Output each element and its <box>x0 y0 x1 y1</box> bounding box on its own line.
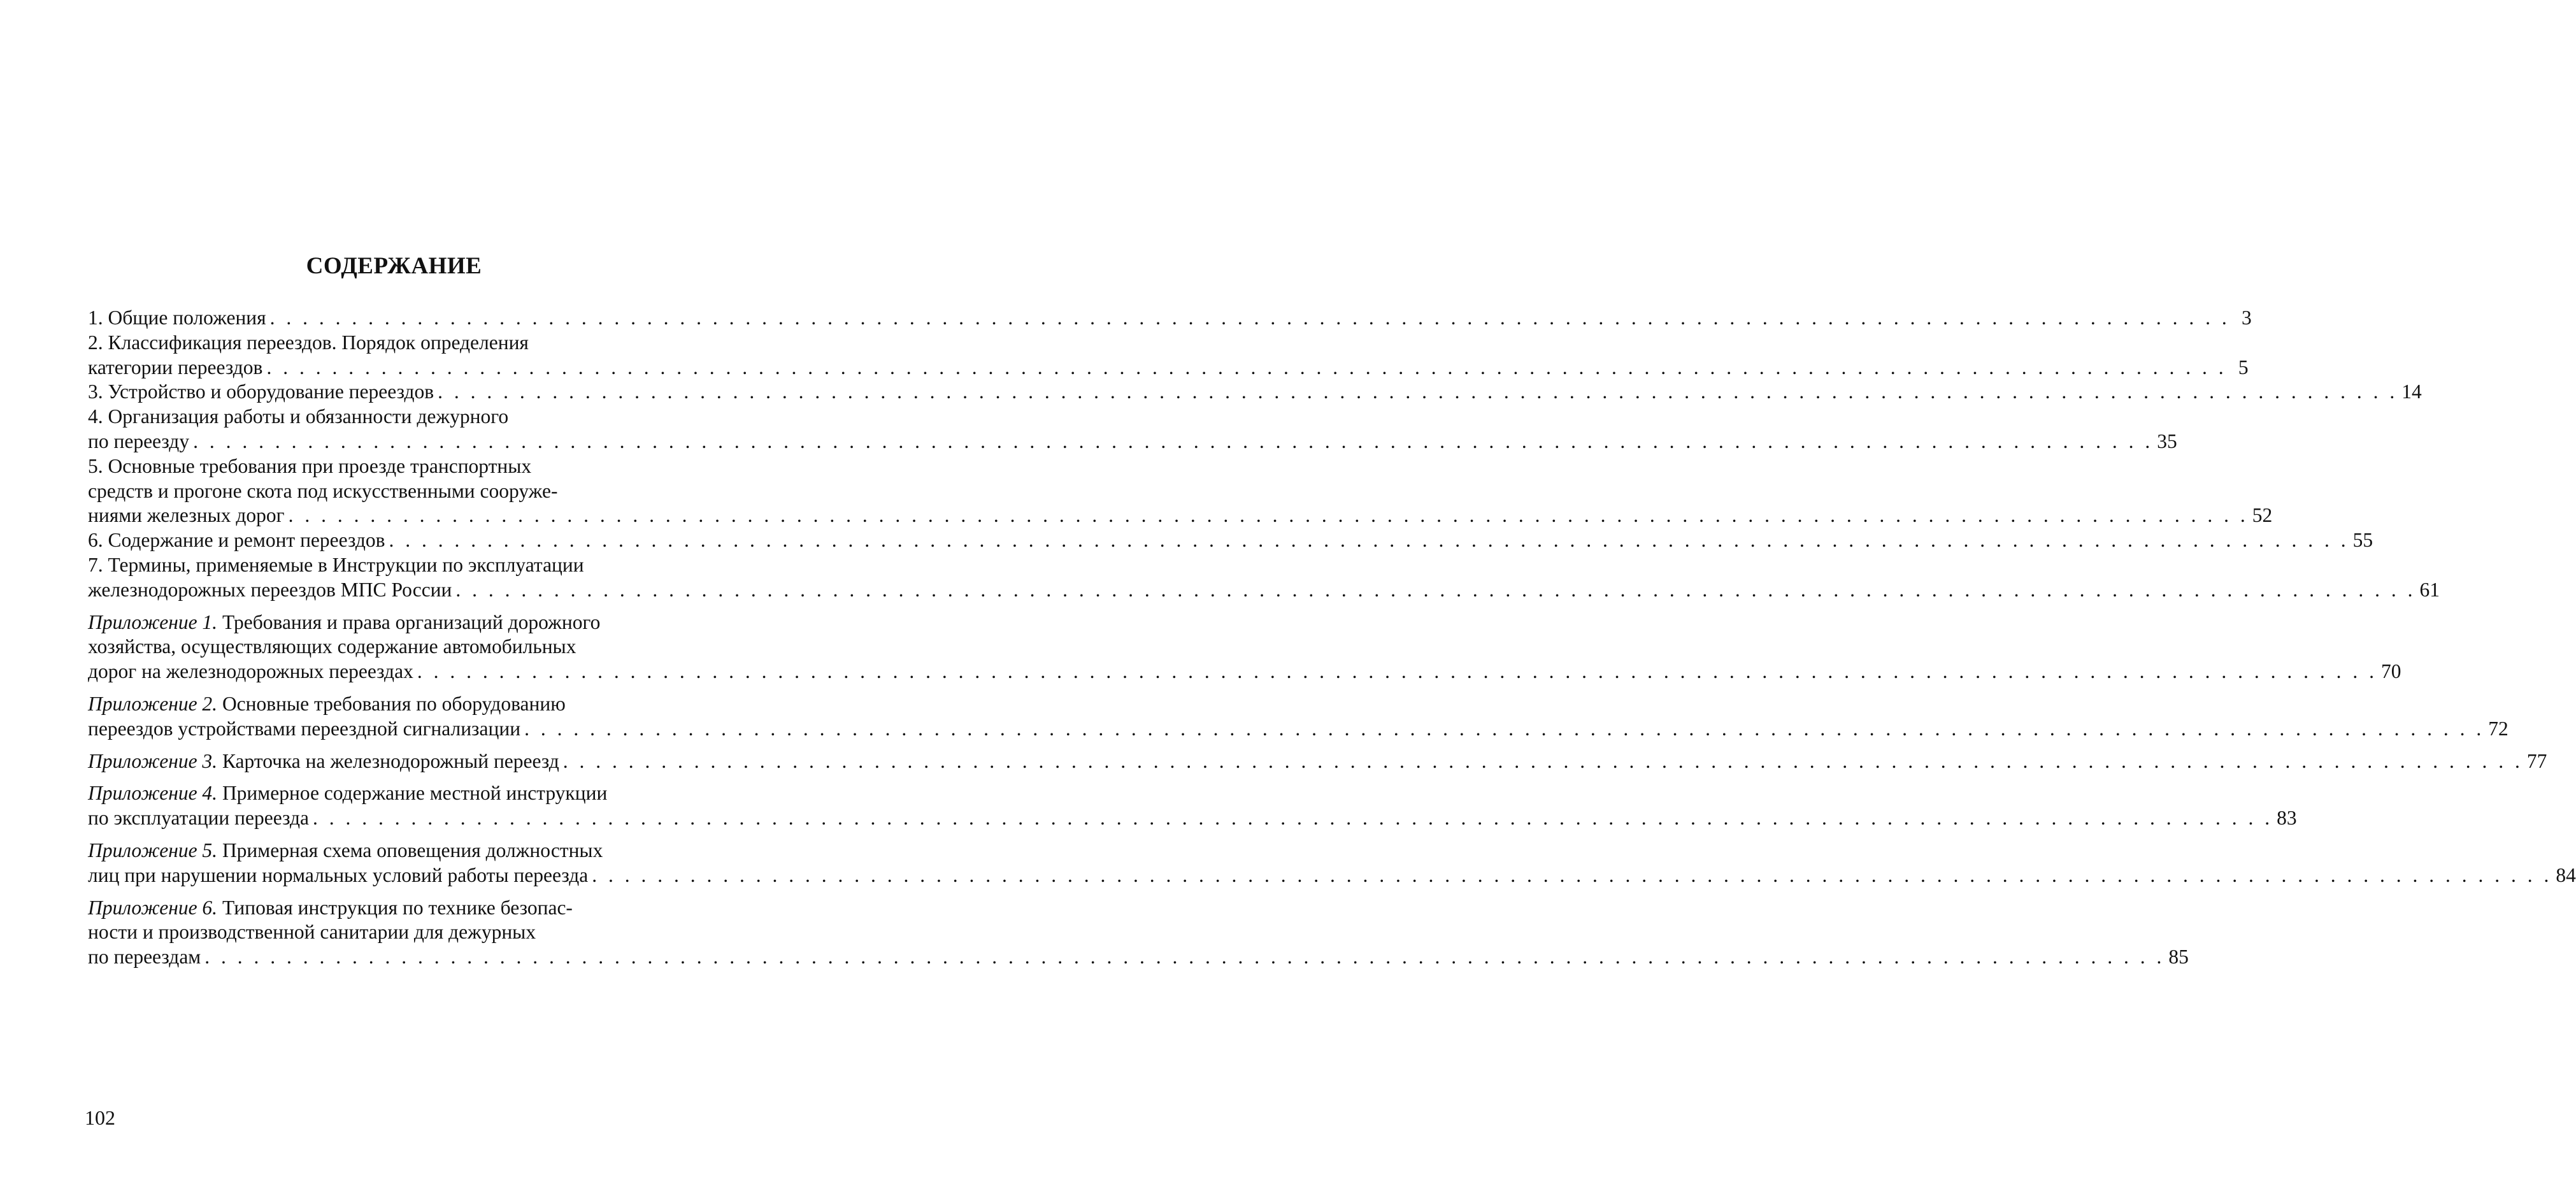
toc-page-number: 3 <box>2242 306 2252 329</box>
toc-entry <box>88 896 2189 970</box>
appendix-label: Приложение 4. <box>88 782 218 805</box>
toc-entry-title: Примерная схема оповещения должностных <box>217 839 603 861</box>
toc-entry-line <box>88 781 719 806</box>
dot-leader: . . . . . . . . . . . . . . . . . . . . . . . . . . . . . . . . . . . . . . . . . . . . . . . . . . . . . . . . . . . . . . . . . . . . . . . . . . . . . . . . . . . . . . . . . . . . . . . . . . . . . . . . . . . . . . . . . . . . . . . . <box>562 749 2523 772</box>
toc-entry-line <box>88 503 2273 528</box>
toc-entry-text <box>88 693 566 715</box>
toc-entry-title: 6. Содержание и ремонт переездов <box>88 529 385 552</box>
toc-page-number: 55 <box>2352 529 2373 552</box>
toc-entry-line <box>88 578 2440 603</box>
toc-entry-title: Основные требования по оборудованию <box>217 692 566 715</box>
toc-entry-line <box>88 454 719 479</box>
toc-entry-title: 4. Организация работы и обязанности дежурного <box>88 405 509 428</box>
appendix-label: Приложение 1. <box>88 610 218 633</box>
toc-entry-title: 1. Общие положения <box>88 306 266 329</box>
toc-entry-text <box>88 331 529 354</box>
toc-entry <box>88 749 2547 774</box>
toc-entry-line <box>88 405 719 429</box>
toc-entry-title: категории переездов <box>88 356 263 378</box>
dot-leader: . . . . . . . . . . . . . . . . . . . . . . . . . . . . . . . . . . . . . . . . . . . . . . . . . . . . . . . . . . . . . . . . . . . . . . . . . . . . . . . . . . . . . . . . . . . . . . . . . . . . . . . . . . . . . . . . . . . . . . . . <box>266 356 2227 378</box>
toc-entry-title: Типовая инструкция по технике безопас- <box>217 896 573 919</box>
toc-entry-title: 2. Классификация переездов. Порядок определения <box>88 331 529 354</box>
toc-page-number: 61 <box>2419 578 2440 601</box>
toc-entry-text <box>88 578 452 603</box>
toc-entry-text <box>88 429 189 454</box>
toc-entry-line <box>88 380 2422 405</box>
toc-entry-text <box>88 897 573 919</box>
toc-entry-text <box>88 782 607 804</box>
toc-entry-text <box>88 611 600 633</box>
toc-entry-title: по переездам <box>88 946 201 969</box>
toc-entry-text <box>88 380 434 405</box>
toc-entry-text <box>88 839 603 861</box>
toc-entry-title: лиц при нарушении нормальных условий работы переезда <box>88 863 589 886</box>
toc-entry-text <box>88 806 309 831</box>
toc-entry-line <box>88 749 2547 774</box>
toc-page-number: 35 <box>2157 429 2177 452</box>
toc-entry-title: средств и прогоне скота под искусственными сооруже- <box>88 479 558 502</box>
toc-entry-line <box>88 356 2249 380</box>
toc-entry <box>88 331 2249 380</box>
toc-page-number: 85 <box>2168 946 2189 969</box>
toc-entry-text <box>88 306 266 331</box>
toc-entry <box>88 454 2273 528</box>
toc-entry <box>88 405 2177 454</box>
toc-entry <box>88 553 2440 603</box>
dot-leader: . . . . . . . . . . . . . . . . . . . . . . . . . . . . . . . . . . . . . . . . . . . . . . . . . . . . . . . . . . . . . . . . . . . . . . . . . . . . . . . . . . . . . . . . . . . . . . . . . . . . . . . . . . . . . . . . . . . . . . . . <box>438 380 2398 403</box>
toc-entry-text <box>88 554 584 576</box>
toc-entry-line <box>88 528 2373 553</box>
toc-entry-text <box>88 480 558 502</box>
toc-entry-title: дорог на железнодорожных переездах <box>88 660 413 683</box>
toc-entry-line <box>88 863 2576 888</box>
dot-leader: . . . . . . . . . . . . . . . . . . . . . . . . . . . . . . . . . . . . . . . . . . . . . . . . . . . . . . . . . . . . . . . . . . . . . . . . . . . . . . . . . . . . . . . . . . . . . . . . . . . . . . . . . . . . . . . . . . . . . . . . <box>417 660 2377 683</box>
toc-entry-text <box>88 945 201 970</box>
toc-entry-line <box>88 635 719 659</box>
toc-entry-title: хозяйства, осуществляющих содержание автомобильных <box>88 635 576 658</box>
toc-entry <box>88 692 2508 742</box>
toc-entry-title: железнодорожных переездов МПС России <box>88 578 452 601</box>
toc-entry-line <box>88 610 719 635</box>
toc-entry <box>88 610 2401 684</box>
toc-page-number: 77 <box>2526 749 2547 772</box>
toc-entry-title: 5. Основные требования при проезде транспортных <box>88 454 532 477</box>
toc-entry-line <box>88 920 719 945</box>
toc-entry-line <box>88 429 2177 454</box>
toc-entry-line <box>88 692 719 717</box>
appendix-label: Приложение 2. <box>88 692 218 715</box>
page-title: СОДЕРЖАНИЕ <box>306 253 482 279</box>
toc-page-number: 72 <box>2488 717 2508 740</box>
toc-page-number: 5 <box>2238 356 2249 378</box>
appendix-label: Приложение 3. <box>88 749 218 772</box>
toc-entry-text <box>88 455 531 477</box>
toc-entry-text <box>88 635 576 658</box>
toc-entry-title: 3. Устройство и оборудование переездов <box>88 380 434 403</box>
toc-entry-line <box>88 306 2252 331</box>
toc-page-number: 70 <box>2380 660 2401 683</box>
toc-entry-line <box>88 659 2401 684</box>
toc-entry-text <box>88 749 559 774</box>
toc-entry-line <box>88 806 2297 831</box>
toc-entry-text <box>88 921 536 943</box>
toc-entry-title: Примерное содержание местной инструкции <box>217 782 608 805</box>
toc-entry <box>88 781 2297 831</box>
toc-entry-line <box>88 717 2508 742</box>
toc-entry-title: ности и производственной санитарии для дежурных <box>88 921 536 944</box>
toc-entry-line <box>88 553 719 578</box>
dot-leader: . . . . . . . . . . . . . . . . . . . . . . . . . . . . . . . . . . . . . . . . . . . . . . . . . . . . . . . . . . . . . . . . . . . . . . . . . . . . . . . . . . . . . . . . . . . . . . . . . . . . . . . . . . . . . . . . . . . . . . . . <box>592 863 2552 886</box>
toc-entry-title: по эксплуатации переезда <box>88 807 309 830</box>
toc-entry-line <box>88 945 2189 970</box>
dot-leader: . . . . . . . . . . . . . . . . . . . . . . . . . . . . . . . . . . . . . . . . . . . . . . . . . . . . . . . . . . . . . . . . . . . . . . . . . . . . . . . . . . . . . . . . . . . . . . . . . . . . . . . . . . . . . . . . . . . . . . . . <box>312 807 2273 830</box>
toc-entry-line <box>88 479 719 504</box>
dot-leader: . . . . . . . . . . . . . . . . . . . . . . . . . . . . . . . . . . . . . . . . . . . . . . . . . . . . . . . . . . . . . . . . . . . . . . . . . . . . . . . . . . . . . . . . . . . . . . . . . . . . . . . . . . . . . . . . . . . . . . . . <box>204 946 2165 969</box>
dot-leader: . . . . . . . . . . . . . . . . . . . . . . . . . . . . . . . . . . . . . . . . . . . . . . . . . . . . . . . . . . . . . . . . . . . . . . . . . . . . . . . . . . . . . . . . . . . . . . . . . . . . . . . . . . . . . . . . . . . . . . . . <box>389 529 2349 552</box>
toc-entry-text <box>88 659 413 684</box>
toc-entry-text <box>88 405 508 428</box>
toc-entry-title: 7. Термины, применяемые в Инструкции по эксплуатации <box>88 553 584 576</box>
toc-entry <box>88 528 2373 553</box>
toc-page-number: 14 <box>2401 380 2422 403</box>
toc-entry-line <box>88 331 719 356</box>
toc-entry-text <box>88 863 588 888</box>
toc-entry-title: Карточка на железнодорожный переезд <box>217 749 559 772</box>
appendix-label: Приложение 5. <box>88 839 218 861</box>
dot-leader: . . . . . . . . . . . . . . . . . . . . . . . . . . . . . . . . . . . . . . . . . . . . . . . . . . . . . . . . . . . . . . . . . . . . . . . . . . . . . . . . . . . . . . . . . . . . . . . . . . . . . . . . . . . . . . . . . . . . . . . . <box>524 717 2485 740</box>
toc-page-number: 84 <box>2556 863 2576 886</box>
toc-entry-text <box>88 717 520 742</box>
toc-entry <box>88 306 2252 331</box>
dot-leader: . . . . . . . . . . . . . . . . . . . . . . . . . . . . . . . . . . . . . . . . . . . . . . . . . . . . . . . . . . . . . . . . . . . . . . . . . . . . . . . . . . . . . . . . . . . . . . . . . . . . . . . . . . . . . . . . . . . . . . . . <box>288 504 2249 527</box>
toc-entry-text <box>88 356 262 380</box>
dot-leader: . . . . . . . . . . . . . . . . . . . . . . . . . . . . . . . . . . . . . . . . . . . . . . . . . . . . . . . . . . . . . . . . . . . . . . . . . . . . . . . . . . . . . . . . . . . . . . . . . . . . . . . . . . . . . . . . . . . . . . . . <box>269 306 2230 329</box>
toc-entry-text <box>88 503 285 528</box>
dot-leader: . . . . . . . . . . . . . . . . . . . . . . . . . . . . . . . . . . . . . . . . . . . . . . . . . . . . . . . . . . . . . . . . . . . . . . . . . . . . . . . . . . . . . . . . . . . . . . . . . . . . . . . . . . . . . . . . . . . . . . . . <box>193 429 2154 452</box>
table-of-contents <box>88 306 2576 970</box>
toc-page-number: 83 <box>2277 807 2297 830</box>
toc-entry-title: Требования и права организаций дорожного <box>217 610 601 633</box>
toc-entry-title: ниями железных дорог <box>88 504 285 527</box>
dot-leader: . . . . . . . . . . . . . . . . . . . . . . . . . . . . . . . . . . . . . . . . . . . . . . . . . . . . . . . . . . . . . . . . . . . . . . . . . . . . . . . . . . . . . . . . . . . . . . . . . . . . . . . . . . . . . . . . . . . . . . . . <box>455 578 2416 601</box>
toc-entry-title: по переезду <box>88 429 190 452</box>
page-number: 102 <box>85 1106 115 1129</box>
toc-page-number: 52 <box>2252 504 2273 527</box>
appendix-label: Приложение 6. <box>88 896 218 919</box>
toc-entry-line <box>88 896 719 921</box>
toc-entry-line <box>88 839 719 863</box>
toc-entry-title: переездов устройствами переездной сигнализации <box>88 717 521 740</box>
toc-entry <box>88 380 2422 405</box>
toc-entry-text <box>88 528 385 553</box>
toc-entry <box>88 839 2576 888</box>
